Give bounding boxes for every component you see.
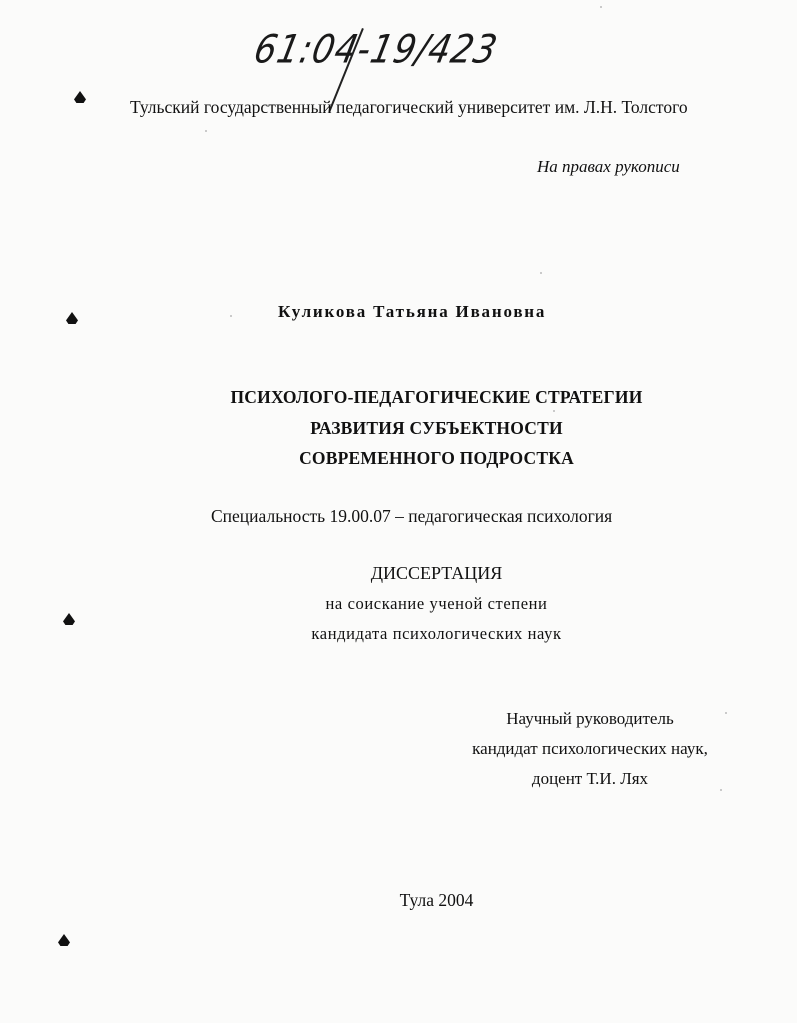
advisor-line-3: доцент Т.И. Лях bbox=[531, 769, 649, 788]
scan-binding-mark-icon bbox=[63, 613, 75, 625]
scan-speck bbox=[230, 315, 232, 317]
scan-binding-mark-icon bbox=[58, 934, 70, 946]
city-year: Тула 2004 bbox=[399, 890, 474, 910]
scan-speck bbox=[600, 6, 602, 8]
degree-line-2: кандидата психологических наук bbox=[311, 624, 562, 643]
degree-line-1: на соискание ученой степени bbox=[325, 594, 548, 613]
scan-speck bbox=[540, 272, 542, 274]
scan-speck bbox=[720, 789, 722, 791]
dissertation-title-line-3: СОВРЕМЕННОГО ПОДРОСТКА bbox=[299, 448, 574, 468]
scan-binding-mark-icon bbox=[66, 312, 78, 324]
rights-note: На правах рукописи bbox=[537, 157, 680, 176]
advisor-line-1: Научный руководитель bbox=[506, 709, 674, 728]
specialty-line: Специальность 19.00.07 – педагогическая психология bbox=[211, 506, 613, 526]
scan-speck bbox=[725, 712, 727, 714]
scan-binding-mark-icon bbox=[74, 91, 86, 103]
scan-speck bbox=[205, 130, 207, 132]
dissertation-title-line-2: РАЗВИТИЯ СУБЪЕКТНОСТИ bbox=[310, 418, 563, 438]
document-type: ДИССЕРТАЦИЯ bbox=[370, 563, 503, 583]
scan-speck bbox=[553, 410, 555, 412]
dissertation-title-line-1: ПСИХОЛОГО-ПЕДАГОГИЧЕСКИЕ СТРАТЕГИИ bbox=[230, 387, 643, 407]
university-name: Тульский государственный педагогический университет им. Л.Н. Толстого bbox=[130, 97, 688, 117]
advisor-line-2: кандидат психологических наук, bbox=[472, 739, 708, 758]
archive-handwritten-number: 61:04-19/423 bbox=[250, 27, 502, 73]
author-name: Куликова Татьяна Ивановна bbox=[278, 302, 547, 321]
